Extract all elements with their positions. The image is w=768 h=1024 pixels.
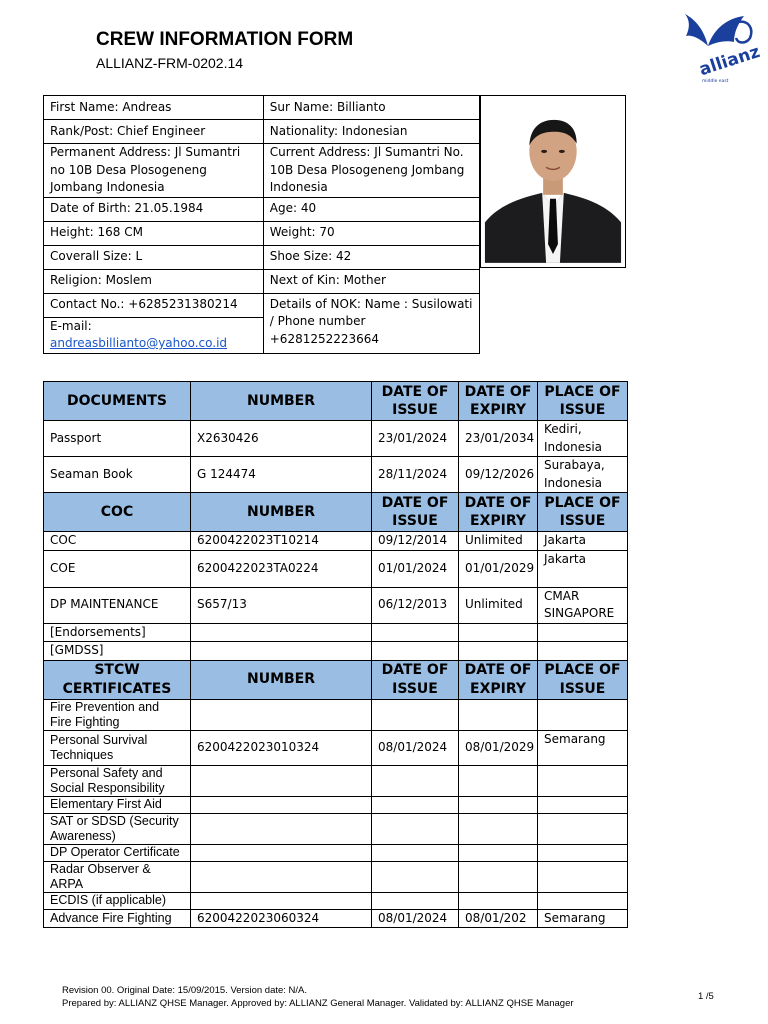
stcw-expiry: 08/01/202 bbox=[459, 909, 538, 928]
stcw-expiry bbox=[459, 796, 538, 813]
table-row bbox=[44, 892, 628, 909]
form-number: ALLIANZ-FRM-0202.14 bbox=[96, 55, 244, 71]
col-date-expiry: DATE OF EXPIRY bbox=[459, 493, 538, 532]
col-number: NUMBER bbox=[191, 382, 372, 421]
stcw-number bbox=[191, 861, 372, 892]
stcw-issue bbox=[372, 796, 459, 813]
col-place-issue: PLACE OF ISSUE bbox=[538, 660, 628, 699]
doc-place: Kediri, Indonesia bbox=[538, 421, 628, 457]
table-row bbox=[44, 587, 628, 623]
stcw-number bbox=[191, 765, 372, 796]
col-number: NUMBER bbox=[191, 493, 372, 532]
col-date-issue: DATE OF ISSUE bbox=[372, 382, 459, 421]
stcw-place bbox=[538, 699, 628, 730]
coc-expiry bbox=[459, 642, 538, 661]
coc-place: CMAR SINGAPORE bbox=[538, 587, 628, 623]
coc-issue bbox=[372, 642, 459, 661]
doc-number: X2630426 bbox=[191, 421, 372, 457]
date-of-birth: Date of Birth: 21.05.1984 bbox=[44, 197, 264, 221]
doc-place: Surabaya, Indonesia bbox=[538, 457, 628, 493]
allianz-logo bbox=[682, 10, 763, 84]
nationality: Nationality: Indonesian bbox=[263, 120, 479, 144]
stcw-name: Advance Fire Fighting bbox=[44, 909, 191, 928]
coverall-size: Coverall Size: L bbox=[44, 245, 264, 269]
shoe-size: Shoe Size: 42 bbox=[263, 245, 479, 269]
stcw-issue bbox=[372, 892, 459, 909]
stcw-number bbox=[191, 796, 372, 813]
first-name: First Name: Andreas bbox=[44, 96, 264, 120]
coc-expiry: 01/01/2029 bbox=[459, 550, 538, 587]
email-link[interactable]: andreasbillianto@yahoo.co.id bbox=[50, 336, 228, 350]
stcw-number bbox=[191, 813, 372, 844]
coc-number: S657/13 bbox=[191, 587, 372, 623]
coc-name: COC bbox=[44, 532, 191, 551]
table-row bbox=[44, 532, 628, 551]
coc-number bbox=[191, 642, 372, 661]
stcw-number bbox=[191, 844, 372, 861]
stcw-expiry bbox=[459, 861, 538, 892]
stcw-name: Elementary First Aid bbox=[44, 796, 191, 813]
coc-name: [GMDSS] bbox=[44, 642, 191, 661]
crew-photo bbox=[480, 95, 626, 268]
coc-heading: COC bbox=[44, 493, 191, 532]
height: Height: 168 CM bbox=[44, 221, 264, 245]
stcw-place bbox=[538, 796, 628, 813]
stcw-expiry bbox=[459, 892, 538, 909]
stcw-place bbox=[538, 844, 628, 861]
stcw-issue bbox=[372, 765, 459, 796]
col-date-issue: DATE OF ISSUE bbox=[372, 660, 459, 699]
stcw-place bbox=[538, 765, 628, 796]
table-row bbox=[44, 623, 628, 642]
table-row bbox=[44, 844, 628, 861]
col-date-expiry: DATE OF EXPIRY bbox=[459, 382, 538, 421]
stcw-issue bbox=[372, 861, 459, 892]
doc-name: Passport bbox=[44, 421, 191, 457]
coc-name: [Endorsements] bbox=[44, 623, 191, 642]
stcw-expiry bbox=[459, 813, 538, 844]
stcw-number bbox=[191, 699, 372, 730]
stcw-expiry bbox=[459, 765, 538, 796]
stcw-name: Personal Survival Techniques bbox=[44, 730, 191, 765]
coc-issue: 01/01/2024 bbox=[372, 550, 459, 587]
coc-expiry bbox=[459, 623, 538, 642]
stcw-issue bbox=[372, 813, 459, 844]
coc-place: Jakarta bbox=[538, 532, 628, 551]
footer-approvals: Prepared by: ALLIANZ QHSE Manager. Approved by: ALLIANZ General Manager. Validated by: ALLIANZ QHSE Manager bbox=[62, 997, 574, 1009]
footer-revision: Revision 00. Original Date: 15/09/2015. Version date: N/A. bbox=[62, 985, 308, 996]
table-row bbox=[44, 642, 628, 661]
table-row bbox=[44, 699, 628, 730]
stcw-name: Fire Prevention and Fire Fighting bbox=[44, 699, 191, 730]
permanent-address: Permanent Address: Jl Sumantri no 10B Desa Plosogeneng Jombang Indonesia bbox=[44, 144, 264, 198]
stcw-name: Radar Observer & ARPA bbox=[44, 861, 191, 892]
coc-number bbox=[191, 623, 372, 642]
stcw-expiry bbox=[459, 844, 538, 861]
email-cell bbox=[44, 317, 264, 353]
stcw-number bbox=[191, 892, 372, 909]
stcw-place bbox=[538, 892, 628, 909]
stcw-name: ECDIS (if applicable) bbox=[44, 892, 191, 909]
table-row bbox=[44, 730, 628, 765]
stcw-issue bbox=[372, 844, 459, 861]
stcw-heading: STCW CERTIFICATES bbox=[44, 660, 191, 699]
stcw-name: Personal Safety and Social Responsibility bbox=[44, 765, 191, 796]
personal-info-table bbox=[43, 95, 480, 354]
nok-details: Details of NOK: Name : Susilowati / Phone number +6281252223664 bbox=[263, 293, 479, 353]
rank: Rank/Post: Chief Engineer bbox=[44, 120, 264, 144]
current-address: Current Address: Jl Sumantri No. 10B Desa Plosogeneng Jombang Indonesia bbox=[263, 144, 479, 198]
documents-table bbox=[43, 381, 628, 928]
coc-place bbox=[538, 642, 628, 661]
col-date-expiry: DATE OF EXPIRY bbox=[459, 660, 538, 699]
doc-issue: 23/01/2024 bbox=[372, 421, 459, 457]
table-row bbox=[44, 861, 628, 892]
sur-name: Sur Name: Billianto bbox=[263, 96, 479, 120]
coc-expiry: Unlimited bbox=[459, 587, 538, 623]
doc-number: G 124474 bbox=[191, 457, 372, 493]
stcw-number: 6200422023060324 bbox=[191, 909, 372, 928]
table-row bbox=[44, 421, 628, 457]
table-row bbox=[44, 457, 628, 493]
col-place-issue: PLACE OF ISSUE bbox=[538, 493, 628, 532]
coc-name: COE bbox=[44, 550, 191, 587]
coc-number: 6200422023TA0224 bbox=[191, 550, 372, 587]
col-place-issue: PLACE OF ISSUE bbox=[538, 382, 628, 421]
stcw-expiry: 08/01/2029 bbox=[459, 730, 538, 765]
stcw-issue: 08/01/2024 bbox=[372, 730, 459, 765]
email-label: E-mail: bbox=[50, 318, 92, 333]
stcw-place: Semarang bbox=[538, 730, 628, 765]
coc-number: 6200422023T10214 bbox=[191, 532, 372, 551]
stcw-name: DP Operator Certificate bbox=[44, 844, 191, 861]
coc-place: Jakarta bbox=[538, 550, 628, 587]
table-row bbox=[44, 813, 628, 844]
page-number: 1 /5 bbox=[698, 991, 714, 1002]
coc-issue: 06/12/2013 bbox=[372, 587, 459, 623]
coc-issue bbox=[372, 623, 459, 642]
stcw-place bbox=[538, 813, 628, 844]
doc-issue: 28/11/2024 bbox=[372, 457, 459, 493]
doc-expiry: 09/12/2026 bbox=[459, 457, 538, 493]
coc-name: DP MAINTENANCE bbox=[44, 587, 191, 623]
next-of-kin: Next of Kin: Mother bbox=[263, 269, 479, 293]
stcw-place: Semarang bbox=[538, 909, 628, 928]
form-title: CREW INFORMATION FORM bbox=[96, 29, 354, 50]
documents-heading: DOCUMENTS bbox=[44, 382, 191, 421]
stcw-issue bbox=[372, 699, 459, 730]
stcw-place bbox=[538, 861, 628, 892]
col-number: NUMBER bbox=[191, 660, 372, 699]
col-date-issue: DATE OF ISSUE bbox=[372, 493, 459, 532]
coc-issue: 09/12/2014 bbox=[372, 532, 459, 551]
table-row bbox=[44, 909, 628, 928]
age: Age: 40 bbox=[263, 197, 479, 221]
coc-place bbox=[538, 623, 628, 642]
stcw-name: SAT or SDSD (Security Awareness) bbox=[44, 813, 191, 844]
weight: Weight: 70 bbox=[263, 221, 479, 245]
coc-expiry: Unlimited bbox=[459, 532, 538, 551]
logo-wordmark: allianz bbox=[696, 41, 763, 81]
table-row bbox=[44, 796, 628, 813]
religion: Religion: Moslem bbox=[44, 269, 264, 293]
doc-expiry: 23/01/2034 bbox=[459, 421, 538, 457]
logo-subtext: middle east bbox=[702, 79, 729, 84]
table-row bbox=[44, 550, 628, 587]
stcw-issue: 08/01/2024 bbox=[372, 909, 459, 928]
stcw-expiry bbox=[459, 699, 538, 730]
doc-name: Seaman Book bbox=[44, 457, 191, 493]
table-row bbox=[44, 765, 628, 796]
contact-number: Contact No.: +6285231380214 bbox=[44, 293, 264, 317]
footer bbox=[62, 985, 574, 1010]
stcw-number: 6200422023010324 bbox=[191, 730, 372, 765]
